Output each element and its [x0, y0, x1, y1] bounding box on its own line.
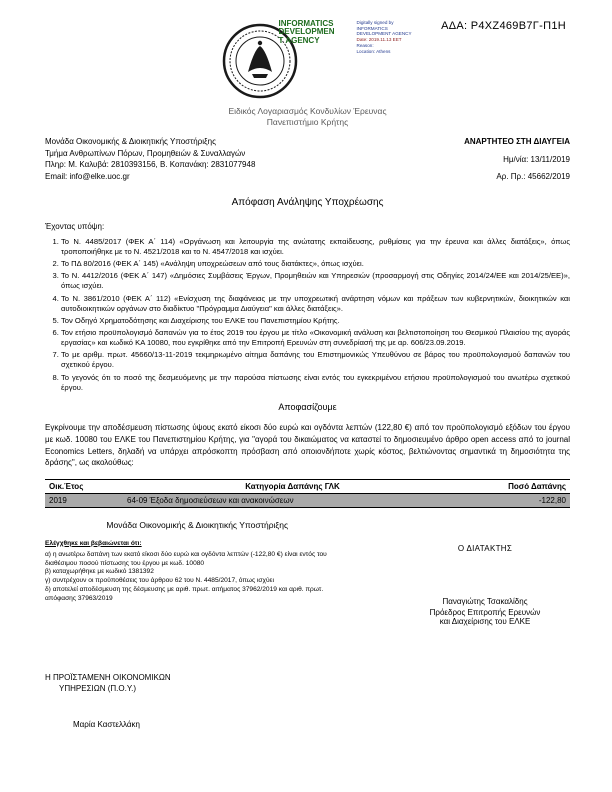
list-item: 1. Το Ν. 4485/2017 (ΦΕΚ Α΄ 114) «Οργάνωση και λειτουργία της ανώτατης εκπαίδευσης, ρυθμίσεις για την έρευνα και άλλες διατάξεις», όπως τροποποιήθηκε με το Ν. 4521/2018 και το Ν. 4547/2018 και ισχύει. — [61, 237, 570, 257]
document-title: Απόφαση Ανάληψης Υποχρέωσης — [231, 196, 384, 208]
list-item: 3. Το Ν. 4412/2016 (ΦΕΚ Α΄ 147) «Δημόσιες Συμβάσεις Έργων, Προμηθειών και Υπηρεσιών (προσαρμογή στις Οδηγίες 2014/24/ΕΕ και 2014/25/ΕΕ)», όπως ισχύει. — [61, 271, 570, 291]
signatory-role: και Διαχείρισης του ΕΛΚΕ — [439, 616, 531, 626]
verification-item: α) η ανωτέρω δαπάνη των εκατό είκοσι δύο ευρώ και ογδόντα λεπτών (-122,80 €) είναι εντός του διαθέσιμου ποσού πίστωσης του έργου με κωδ. 10080 — [45, 550, 327, 567]
ada-number: ΑΔΑ: Ρ4ΧΖ469Β7Γ-Π1Η — [441, 20, 566, 32]
org-elke-label: Ειδικός Λογαριασμός Κονδυλίων Έρευνας — [228, 106, 387, 116]
signature-agency-label: INFORMATICS DEVELOPMEN T AGENCY — [278, 19, 335, 45]
digital-signature-stamp — [279, 20, 427, 54]
expense-table — [45, 479, 570, 508]
column-header-amount: Ποσό Δαπάνης — [462, 479, 570, 493]
column-header-category: Κατηγορία Δαπάνης ΓΛΚ — [123, 479, 462, 493]
organization-lines — [45, 106, 570, 128]
bottom-section — [45, 540, 570, 626]
list-item: 8. Το γεγονός ότι το ποσό της δεσμευόμενης με την παρούσα πίστωσης είναι εντός του εγκεκριμένου ετήσιου προϋπολογισμού του ανωτέρω σχετικού έργου. — [61, 373, 570, 393]
decision-paragraph: Εγκρίνουμε την αποδέσμευση πίστωσης ύψους εκατό είκοσι δύο ευρώ και ογδόντα λεπτών (122,80 €) από τον προϋπολογισμό εξόδων του έργου με κωδ. 10080 του ΕΛΚΕ του Πανεπιστημίου Κρήτης, για "αγορά του δικαιώματος να καταστεί το δημοσιευμένο άρθρο open access από το journal Economics Letters, δηλαδή να υπάρχει απρόσκοπτη πρόσβαση από οποιονδήποτε χωρίς κόστος, βελτιώνοντας σημαντικά τη δημοσιότητα της δράσης", ως ακολούθως: — [45, 423, 570, 468]
financial-head-line1: Η ΠΡΟΪΣΤΑΜΕΝΗ ΟΙΚΟΝΟΜΙΚΩΝ — [45, 672, 171, 682]
department-line: Τμήμα Ανθρωπίνων Πόρων, Προμηθειών & Συναλλαγών — [45, 148, 246, 158]
column-header-year: Οικ.Έτος — [45, 479, 123, 493]
unit-line: Μονάδα Οικονομικής & Διοικητικής Υποστήριξης — [45, 137, 216, 147]
signatory-title: Ο ΔΙΑΤΑΚΤΗΣ — [457, 543, 513, 553]
financial-head-title — [45, 672, 570, 694]
list-item: 2. Το ΠΔ 80/2016 (ΦΕΚ Α΄ 145) «Ανάληψη υποχρεώσεων από τους διατάκτες», όπως ισχύει. — [61, 259, 570, 269]
org-university-label: Πανεπιστήμιο Κρήτης — [266, 117, 349, 128]
email-line: Email: info@elke.uoc.gr — [45, 171, 130, 181]
document-header — [45, 136, 570, 183]
table-row — [45, 493, 570, 507]
signatory-role: Πρόεδρος Επιτροπής Ερευνών — [429, 607, 541, 617]
contact-persons-line: Πληρ: Μ. Καλυβά: 2810393156, Β. Κοπανάκη: 2831077948 — [45, 160, 256, 170]
having-regard-list — [45, 237, 570, 393]
list-item: 4. Το Ν. 3861/2010 (ΦΕΚ Α΄ 112) «Ενίσχυση της διαφάνειας με την υποχρεωτική ανάρτηση νόμων και πράξεων των κυβερνητικών, διοικητικών και αυτοδιοικητικών οργάνων στο διαδίκτυο "Πρόγραμμα Διαύγεια" και άλλες διατάξεις». — [61, 294, 570, 314]
cell-year: 2019 — [45, 493, 123, 507]
signature-details: Digitally signed by INFORMATICS DEVELOPMENT AGENCY Date: 2019.11.13 EET Reason: Location: Athens — [356, 20, 412, 54]
list-item: 5. Τον Οδηγό Χρηματοδότησης και Διαχείρισης του ΕΛΚΕ του Πανεπιστημίου Κρήτης. — [61, 316, 570, 326]
diavgeia-posting-label: ΑΝΑΡΤΗΤΕΟ ΣΤΗ ΔΙΑΥΓΕΙΑ — [464, 137, 570, 147]
signatory-block — [400, 540, 570, 626]
cell-category: 64-09 Έξοδα δημοσιεύσεων και ανακοινώσεων — [123, 493, 462, 507]
header-logo-cluster — [193, 18, 423, 104]
having-regard-label: Έχοντας υπόψη: — [45, 221, 105, 231]
signatory-name: Παναγιώτης Τσακαλίδης — [442, 596, 528, 606]
unit-section-title: Μονάδα Οικονομικής & Διοικητικής Υποστήριξης — [106, 519, 289, 530]
list-item: 7. Το με αριθμ. πρωτ. 45660/13-11-2019 τεκμηριωμένο αίτημα δαπάνης του Επιστημονικώς Υπευθύνου σε βάρος του προϋπολογισμού δαπανών του σχετικού έργου. — [61, 350, 570, 370]
financial-head-name: Μαρία Καστελλάκη — [73, 720, 140, 730]
contact-block — [45, 136, 255, 183]
verification-block — [45, 540, 345, 626]
cell-amount: -122,80 — [462, 493, 570, 507]
verification-item: δ) αποτελεί αποδέσμευση της δέσμευσης με αριθ. πρωτ. αιτήματος 37962/2019 και αριθ. πρωτ. απόφασης 37963/2019 — [45, 586, 324, 603]
table-header-row — [45, 479, 570, 493]
list-item: 6. Τον ετήσιο προϋπολογισμό δαπανών για το έτος 2019 του έργου με τίτλο «Οικονομική ανάλυση και βελτιστοποίηση του Θεσμικού Πλαισίου της αγοράς εργασίας» και κωδικό ΚΑ 10080, που εγκρίθηκε από την Επιτροπή Ερευνών στη συνεδρίασή της με αρ. 606/23.09.2019. — [61, 328, 570, 348]
verification-intro: Ελέγχθηκε και βεβαιώνεται ότι: — [45, 539, 142, 547]
date-line: Ημ/νία: 13/11/2019 — [503, 154, 570, 164]
verification-item: β) καταχωρήθηκε με κωδικό 1381392 — [45, 568, 154, 576]
financial-head-line2: ΥΠΗΡΕΣΙΩΝ (Π.Ο.Υ.) — [59, 683, 137, 693]
verification-item: γ) συντρέχουν οι προϋποθέσεις του άρθρου 62 του Ν. 4485/2017, όπως ισχύει — [45, 577, 274, 585]
protocol-block — [464, 136, 570, 183]
decision-label: Αποφασίζουμε — [278, 402, 337, 413]
protocol-number-line: Αρ. Πρ.: 45662/2019 — [496, 172, 570, 182]
